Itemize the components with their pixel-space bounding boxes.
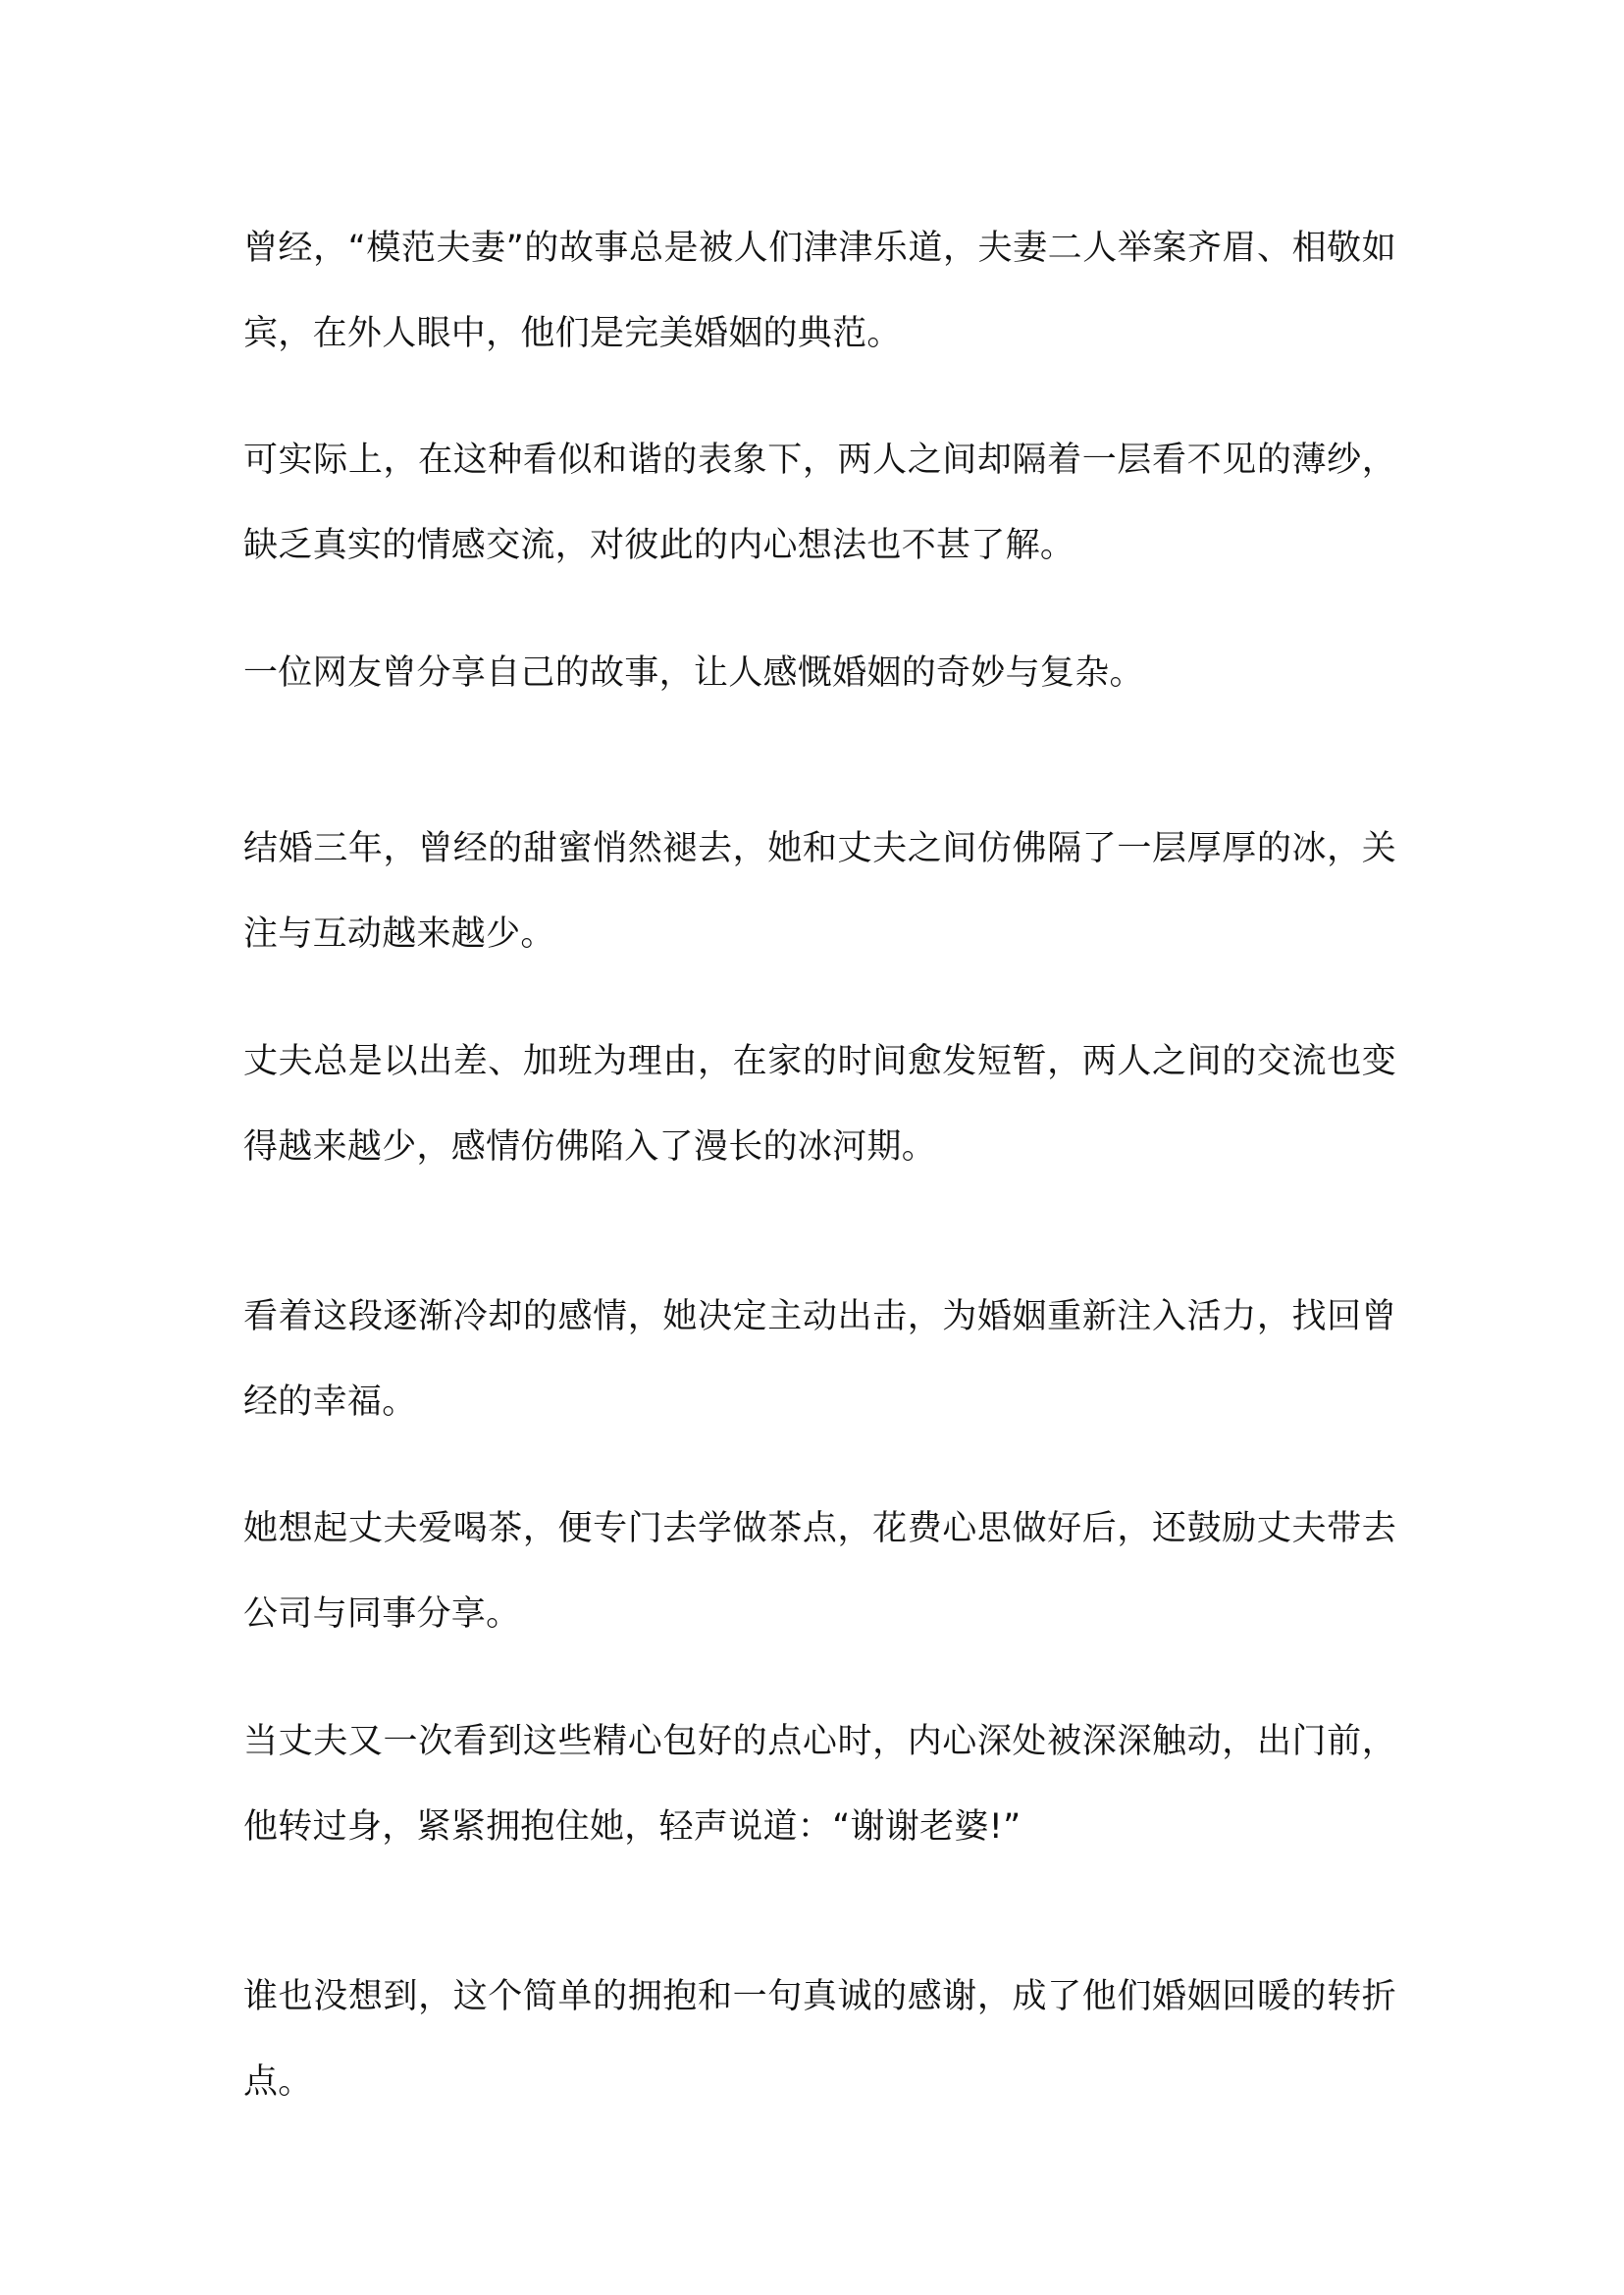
- paragraph-8: 当丈夫又一次看到这些精心包好的点心时，内心深处被深深触动，出门前，他转过身，紧紧拥抱住她，轻声说道：“谢谢老婆!”: [243, 1722, 1396, 1847]
- paragraph-4: 结婚三年，曾经的甜蜜悄然褪去，她和丈夫之间仿佛隔了一层厚厚的冰，关注与互动越来越少。: [243, 829, 1396, 954]
- paragraph-6: 看着这段逐渐冷却的感情，她决定主动出击，为婚姻重新注入活力，找回曾经的幸福。: [243, 1297, 1396, 1422]
- paragraph-3: 一位网友曾分享自己的故事，让人感慨婚姻的奇妙与复杂。: [243, 653, 1144, 693]
- paragraph-5: 丈夫总是以出差、加班为理由，在家的时间愈发短暂，两人之间的交流也变得越来越少，感情仿佛陷入了漫长的冰河期。: [243, 1042, 1396, 1167]
- paragraph-7: 她想起丈夫爱喝茶，便专门去学做茶点，花费心思做好后，还鼓励丈夫带去公司与同事分享。: [243, 1509, 1396, 1634]
- paragraph-2: 可实际上，在这种看似和谐的表象下，两人之间却隔着一层看不见的薄纱，缺乏真实的情感交流，对彼此的内心想法也不甚了解。: [243, 441, 1396, 565]
- paragraph-1: 曾经，“模范夫妻”的故事总是被人们津津乐道，夫妻二人举案齐眉、相敬如宾，在外人眼中，他们是完美婚姻的典范。: [243, 229, 1396, 353]
- paragraph-9: 谁也没想到，这个简单的拥抱和一句真诚的感谢，成了他们婚姻回暖的转折点。: [243, 1977, 1396, 2102]
